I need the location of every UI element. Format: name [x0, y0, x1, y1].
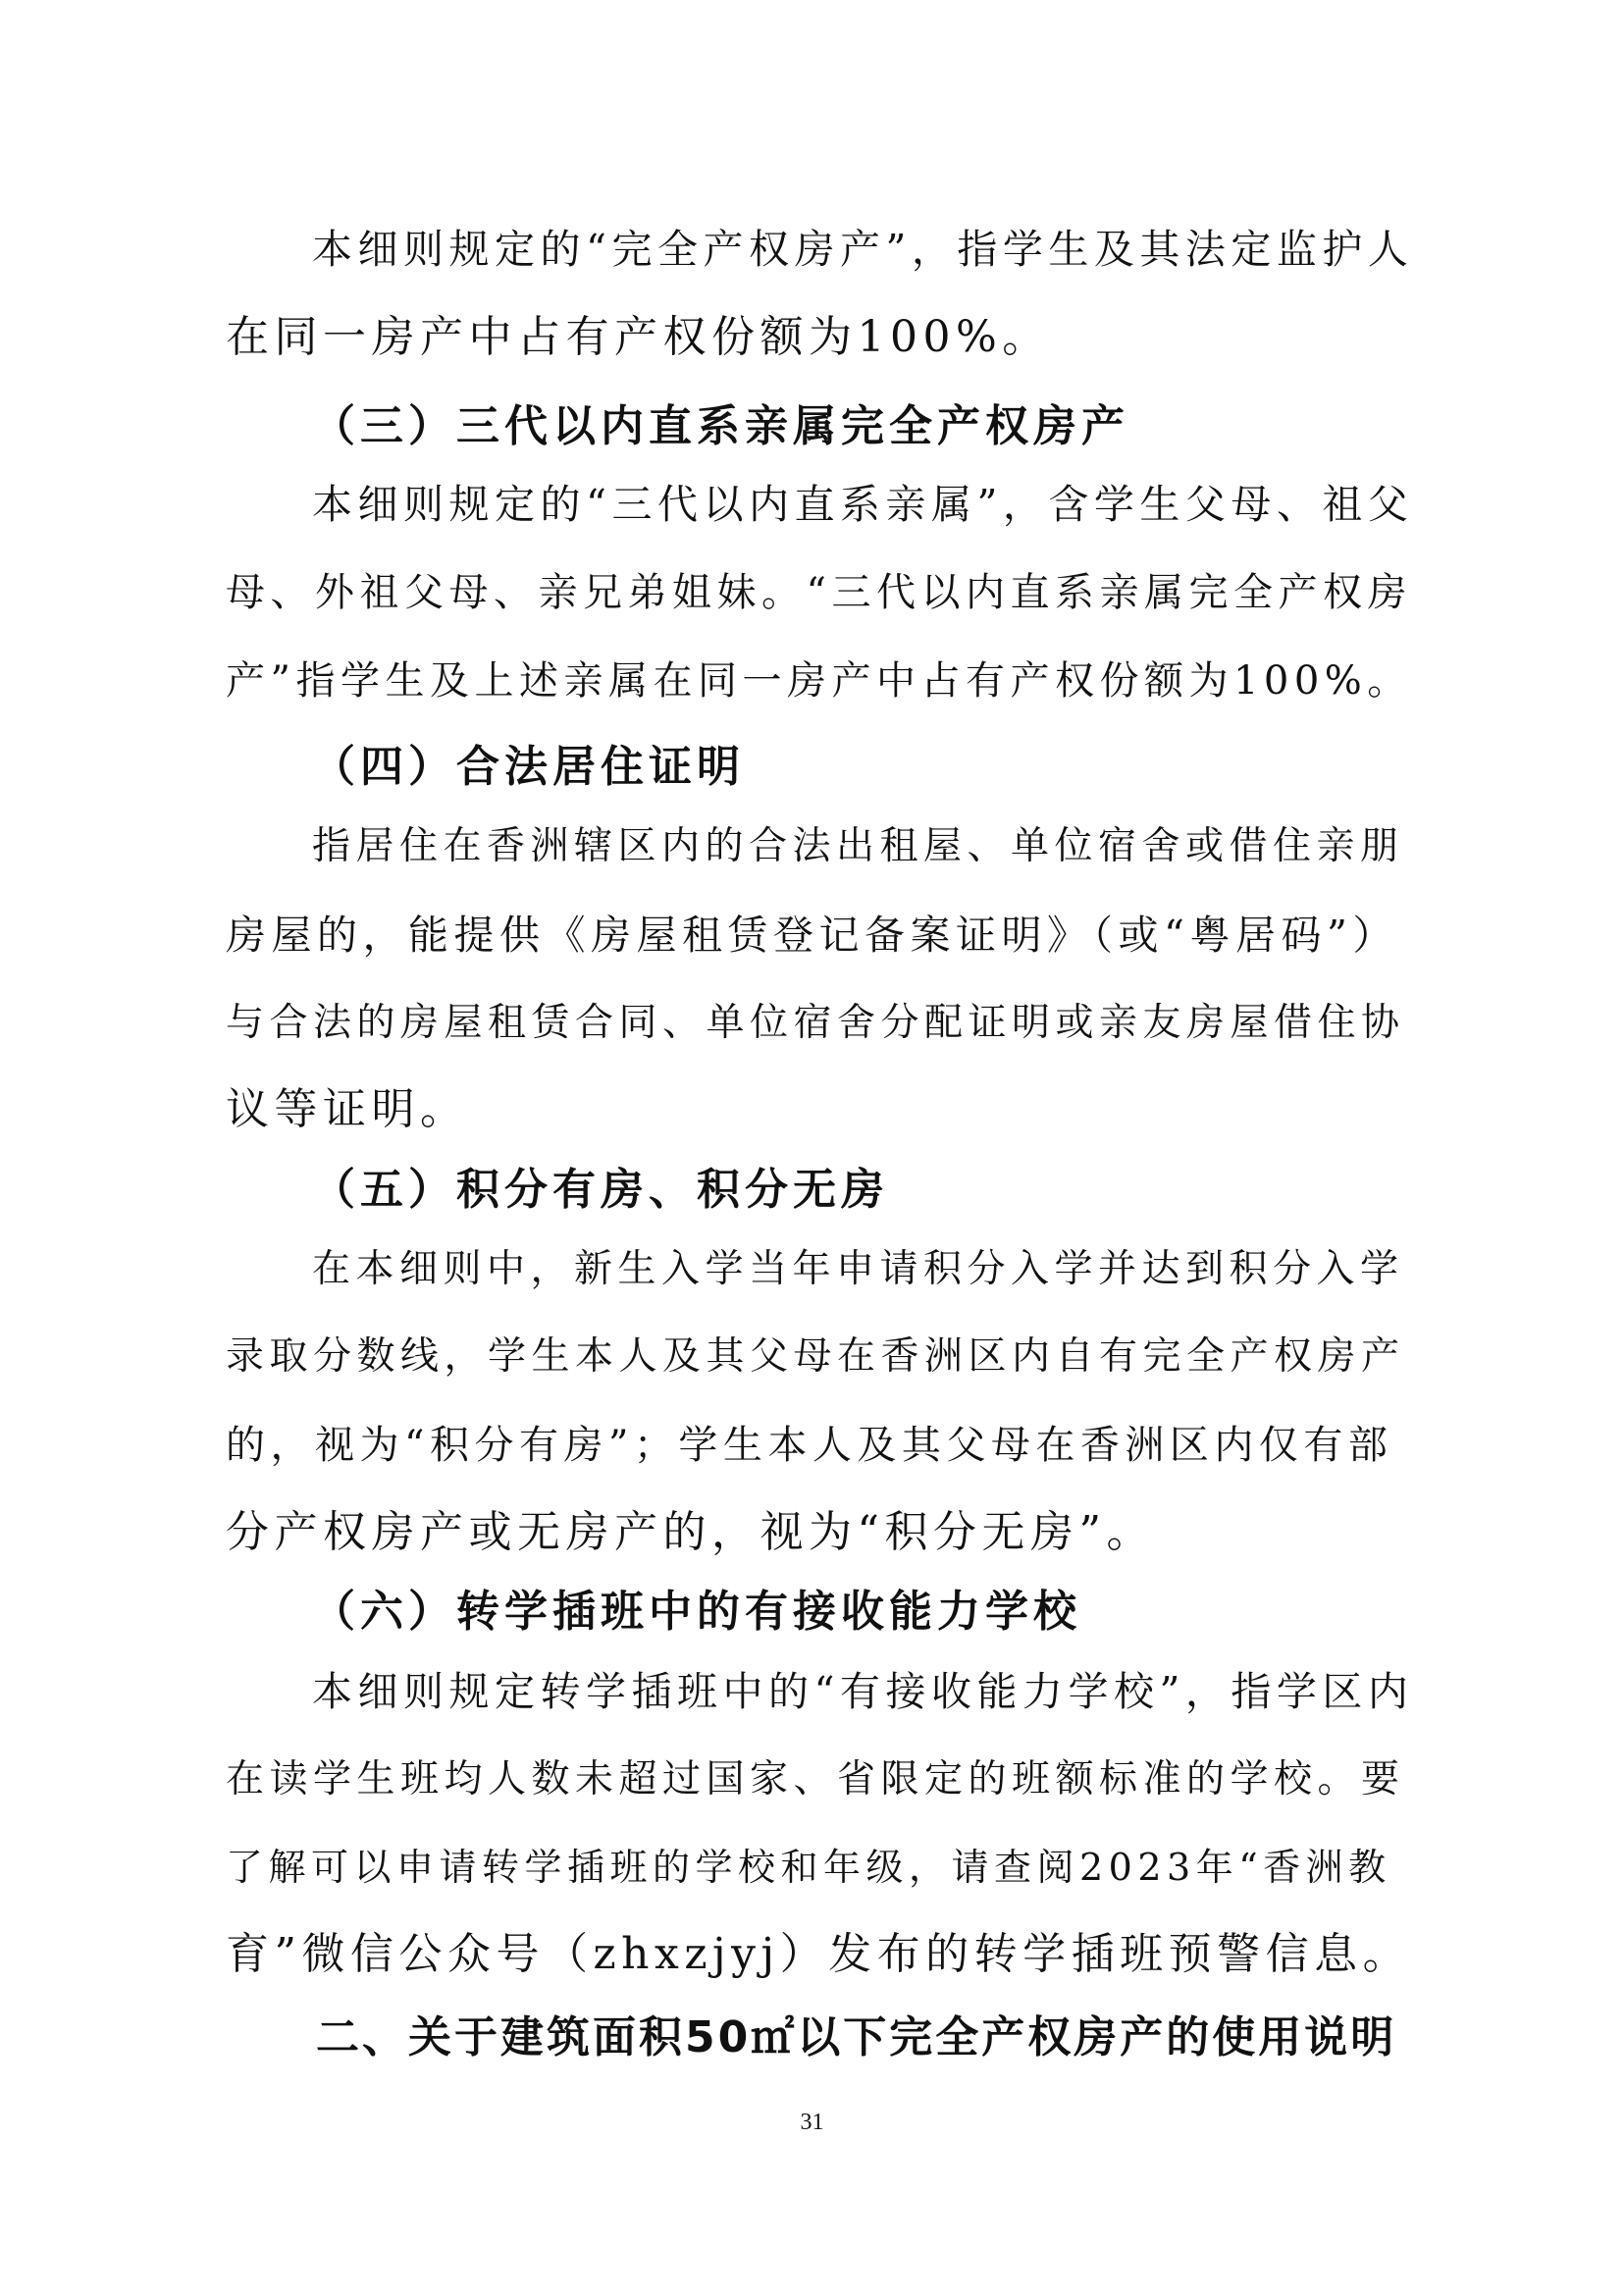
subheading-three: （三）三代以内直系亲属完全产权房产	[312, 401, 1129, 451]
paragraph-line: 本细则规定的“三代以内直系亲属”，含学生父母、祖父	[312, 481, 1414, 528]
paragraph-line: 育”微信公众号（zhxzjyj）发布的转学插班预警信息。	[226, 1929, 1412, 1979]
section-heading-two: 二、关于建筑面积50㎡以下完全产权房产的使用说明	[316, 2012, 1397, 2062]
paragraph-line: 议等证明。	[226, 1084, 469, 1134]
subheading-six: （六）转学插班中的有接收能力学校	[312, 1587, 1081, 1637]
paragraph-line: 本细则规定的“完全产权房产”，指学生及其法定监护人	[312, 226, 1414, 273]
paragraph-line: 母、外祖父母、亲兄弟姐妹。“三代以内直系亲属完全产权房	[226, 570, 1412, 615]
paragraph-line: 产”指学生及上述亲属在同一房产中占有产权份额为100%。	[226, 658, 1412, 704]
subheading-four: （四）合法居住证明	[312, 742, 745, 792]
paragraph-line: 在本细则中，新生入学当年申请积分入学并达到积分入学	[312, 1247, 1404, 1291]
paragraph-line: 本细则规定转学插班中的“有接收能力学校”，指学区内	[312, 1668, 1414, 1715]
paragraph-line: 在读学生班均人数未超过国家、省限定的班额标准的学校。要	[226, 1757, 1405, 1801]
paragraph-line: 了解可以申请转学插班的学校和年级，请查阅2023年“香洲教	[226, 1846, 1391, 1889]
subheading-five: （五）积分有房、积分无房	[312, 1165, 889, 1215]
paragraph-line: 与合法的房屋租赁合同、单位宿舍分配证明或亲友房屋借住协	[226, 1001, 1405, 1045]
paragraph-line: 的，视为“积分有房”；学生本人及其父母在香洲区内仅有部	[226, 1423, 1393, 1468]
page-number: 31	[800, 2110, 824, 2135]
paragraph-line: 房屋的，能提供《房屋租赁登记备案证明》（或“粤居码”）	[226, 912, 1398, 959]
paragraph-line: 录取分数线，学生本人及其父母在香洲区内自有完全产权房产	[226, 1334, 1405, 1379]
paragraph-line: 分产权房产或无房产的，视为“积分无房”。	[226, 1507, 1155, 1557]
paragraph-line: 在同一房产中占有产权份额为100%。	[226, 312, 1051, 362]
paragraph-line: 指居住在香洲辖区内的合法出租屋、单位宿舍或借住亲朋	[312, 824, 1404, 868]
